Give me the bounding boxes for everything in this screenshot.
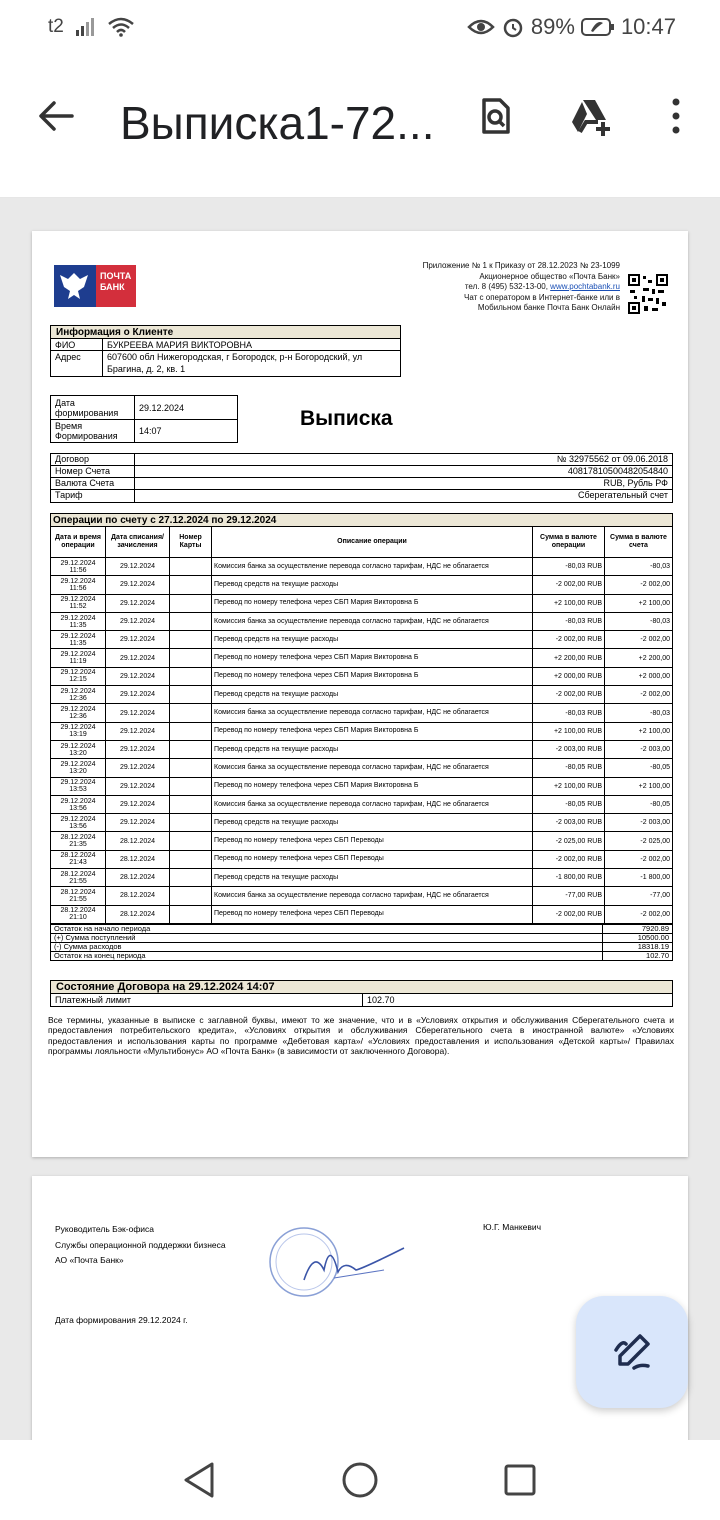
- amount-account-currency: -2 002,00: [605, 576, 673, 594]
- operation-datetime: 29.12.2024 13:20: [51, 740, 106, 758]
- status-bar: [0, 0, 720, 56]
- card-number: [170, 667, 212, 685]
- back-arrow-icon[interactable]: [36, 96, 76, 136]
- operation-datetime: 29.12.2024 13:56: [51, 795, 106, 813]
- account-currency: RUB, Рубль РФ: [603, 478, 668, 488]
- amount-account-currency: -80,05: [605, 759, 673, 777]
- alarm-icon: [501, 15, 525, 39]
- card-number: [170, 814, 212, 832]
- bank-logo-text: ПОЧТА БАНК: [96, 265, 136, 307]
- wifi-icon: [108, 17, 134, 37]
- signer-title: Руководитель Бэк-офиса Службы операционной поддержки бизнеса АО «Почта Банк»: [55, 1224, 226, 1265]
- amount-operation-currency: +2 100,00 RUB: [533, 594, 605, 612]
- table-row: [51, 722, 673, 740]
- operation-datetime: 29.12.2024 11:56: [51, 576, 106, 594]
- operations-body: [51, 558, 673, 924]
- nav-home-icon[interactable]: [340, 1460, 380, 1500]
- signer-name: Ю.Г. Манкевич: [483, 1222, 542, 1232]
- pdf-page-1: ПОЧТА БАНК Приложение № 1 к Приказу от 28.12.2023 № 23-1099 Акционерное общество «Почта Банк» тел. 8 (495) 532-13-00, www.pochtabank.ru Чат с оператором в Интернет-банке или в Мобильном банке Почта Банк Онлайн Информация о Клиенте ФИО БУКРЕЕВА МАРИЯ ВИКТОРОВНА Адрес 607600 обл Нижегородская, г Богородск, р-н Богородский, ул Брагина, д. 2, кв. 1 Дата формирования 29.12.2024 Время Формирования 14:07 Выписка Договор № 32975562 от 09.06.2018 Номер Счета 40817810500482054840 Валюта Счета RUB, Рубль РФ Тариф Сберегательный счет Операции по счету с 27.12.2024 по 29.12.2024 Дата и время операции Дата списания/ зачисления Номер Карты Описание операции Сумма в валюте операции Сумма в валюте счета 29.12.2024 11:56 29.12.2024 Комиссия банка за осуществление перевода согласно тарифам, НДС не облагается -80,03 RUB -80,03 29.12.2024 11:56 29.12.2024 Перевод средств на текущие расходы -2 002,00 RUB -2 002,00 29.12.2024 11:52 29.12.2024 Перевод по номеру телефона через СБП Мария Викторовна Б +2 100,00 RUB +2 100,00 29.12.2024 11:35 29.12.2024 Комиссия банка за осуществление перевода согласно тарифам, НДС не облагается -80,03 RUB -80,03 29.12.2024 11:35 29.12.2024 Перевод средств на текущие расходы -2 002,00 RUB -2 002,00 29.12.2024 11:19 29.12.2024 Перевод по номеру телефона через СБП Мария Викторовна Б +2 200,00 RUB +2 200,00 29.12.2024 12:15 29.12.2024 Перевод по номеру телефона через СБП Мария Викторовна Б +2 000,00 RUB +2 000,00 29.12.2024 12:36 29.12.2024 Перевод средств на текущие расходы -2 002,00 RUB -2 002,00 29.12.2024 12:36 29.12.2024 Комиссия банка за осуществление перевода согласно тарифам, НДС не облагается -80,03 RUB -80,03 29.12.2024 13:19 29.12.2024 Перевод по номеру телефона через СБП Мария Викторовна Б +2 100,00 RUB +2 100,00 29.12.2024 13:20 29.12.2024 Перевод средств на текущие расходы -2 003,00 RUB -2 003,00 29.12.2024 13:20 29.12.2024 Комиссия банка за осуществление перевода согласно тарифам, НДС не облагается -80,05 RUB -80,05 29.12.2024 13:53 29.12.2024 Перевод по номеру телефона через СБП Мария Викторовна Б +2 100,00 RUB +2 100,00 29.12.2024 13:56 29.12.2024 Комиссия банка за осуществление перевода согласно тарифам, НДС не облагается -80,05 RUB -80,05 29.12.2024 13:56 29.12.2024 Перевод средств на текущие расходы -2 003,00 RUB -2 003,00 28.12.2024 21:35 28.12.2024 Перевод по номеру телефона через СБП Переводы -2 025,00 RUB -2 025,00 28.12.2024 21:43 28.12.2024 Перевод по номеру телефона через СБП Переводы -2 002,00 RUB -2 002,00 28.12.2024 21:55 28.12.2024 Перевод средств на текущие расходы -1 800,00 RUB -1 800,00 28.12.2024 21:55 28.12.2024 Комиссия банка за осуществление перевода согласно тарифам, НДС не облагается -77,00 RUB -77,00 28.12.2024 21:10 28.12.2024 Перевод по номеру телефона через СБП Переводы -2 002,00 RUB -2 002,00 Остаток на начало периода 7920.89 (+) Сумма поступлений 10500.00 (-) Сумма расходов 18318.19 Остаток на конец периода 102.70 Состояние Договора на 29.12.2024 14:07 Платежный лимит 102.70 Все термины, указанные в выписке с заглавной буквы, имеют то же значение, что и в «Условиях открытия и обслуживания Сберегательного счета и предоставления потребительского кредита», «Условиях открытия и обслуживания Сберегательного счета в иностранной валюте» «Условиях предоставления и использования карты по программе «Дебетовая карта»/ «Условиях предоставления и использования «Детской карты»/ Правилах программы лояльности «Мультибонус» АО «Почта Банк» (в зависимости от заключенного Договора).: [32, 231, 688, 1157]
- contract-state: Состояние Договора на 29.12.2024 14:07 Платежный лимит 102.70: [50, 980, 673, 1007]
- card-number: [170, 612, 212, 630]
- posting-date: 29.12.2024: [106, 795, 170, 813]
- posting-date: 28.12.2024: [106, 832, 170, 850]
- amount-operation-currency: -2 002,00 RUB: [533, 905, 605, 923]
- posting-date: 29.12.2024: [106, 594, 170, 612]
- signature-stamp: [264, 1220, 414, 1300]
- clock: 10:47: [620, 14, 676, 39]
- amount-operation-currency: +2 100,00 RUB: [533, 777, 605, 795]
- posting-date: 29.12.2024: [106, 814, 170, 832]
- operation-description: Перевод по номеру телефона через СБП Переводы: [212, 905, 533, 923]
- amount-account-currency: -80,03: [605, 704, 673, 722]
- posting-date: 29.12.2024: [106, 704, 170, 722]
- amount-operation-currency: -2 025,00 RUB: [533, 832, 605, 850]
- posting-date: 29.12.2024: [106, 612, 170, 630]
- operation-datetime: 28.12.2024 21:35: [51, 832, 106, 850]
- amount-operation-currency: -80,05 RUB: [533, 759, 605, 777]
- operation-datetime: 28.12.2024 21:43: [51, 850, 106, 868]
- operation-description: Комиссия банка за осуществление перевода согласно тарифам, НДС не облагается: [212, 612, 533, 630]
- amount-operation-currency: -77,00 RUB: [533, 887, 605, 905]
- amount-account-currency: +2 100,00: [605, 722, 673, 740]
- table-row: [51, 612, 673, 630]
- amount-operation-currency: -80,03 RUB: [533, 612, 605, 630]
- amount-account-currency: +2 100,00: [605, 594, 673, 612]
- operation-description: Перевод по номеру телефона через СБП Мария Викторовна Б: [212, 649, 533, 667]
- amount-operation-currency: -2 002,00 RUB: [533, 631, 605, 649]
- amount-operation-currency: -1 800,00 RUB: [533, 869, 605, 887]
- nav-back-icon[interactable]: [180, 1460, 220, 1500]
- table-row: [51, 869, 673, 887]
- card-number: [170, 887, 212, 905]
- amount-operation-currency: -2 003,00 RUB: [533, 814, 605, 832]
- terms-text: Все термины, указанные в выписке с заглавной буквы, имеют то же значение, что и в «Условиях открытия и обслуживания Сберегательного счета и предоставления потребительского кредита», «Условиях открытия и обслуживания Сберегательного счета в иностранной валюте» «Условиях предоставления и использования карты по программе «Дебетовая карта»/ «Условиях предоставления и использования «Детской карты»/ Правилах программы лояльности «Мультибонус» АО «Почта Банк» (в зависимости от заключенного Договора).: [48, 1015, 674, 1057]
- annotate-button[interactable]: [576, 1296, 688, 1408]
- operation-description: Перевод по номеру телефона через СБП Мария Викторовна Б: [212, 777, 533, 795]
- posting-date: 28.12.2024: [106, 850, 170, 868]
- card-number: [170, 704, 212, 722]
- amount-operation-currency: +2 100,00 RUB: [533, 722, 605, 740]
- table-row: [51, 667, 673, 685]
- amount-account-currency: -80,03: [605, 558, 673, 576]
- summary-row: Остаток на конец периода 102.70: [51, 952, 673, 961]
- summary-row: (-) Сумма расходов 18318.19: [51, 943, 673, 952]
- app-bar: [0, 56, 720, 198]
- posting-date: 29.12.2024: [106, 759, 170, 777]
- operation-description: Перевод средств на текущие расходы: [212, 869, 533, 887]
- table-row: [51, 777, 673, 795]
- amount-operation-currency: -80,05 RUB: [533, 795, 605, 813]
- operation-datetime: 29.12.2024 11:52: [51, 594, 106, 612]
- card-number: [170, 631, 212, 649]
- operation-description: Перевод по номеру телефона через СБП Мария Викторовна Б: [212, 722, 533, 740]
- operation-description: Перевод средств на текущие расходы: [212, 740, 533, 758]
- table-row: [51, 631, 673, 649]
- operation-datetime: 29.12.2024 12:36: [51, 686, 106, 704]
- document-title: Выписка1-72...: [120, 97, 435, 149]
- carrier-label: t2: [48, 16, 64, 37]
- battery-percent: 89%: [530, 14, 575, 39]
- amount-account-currency: -2 002,00: [605, 686, 673, 704]
- operation-description: Комиссия банка за осуществление перевода согласно тарифам, НДС не облагается: [212, 704, 533, 722]
- summary-row: Остаток на начало периода 7920.89: [51, 925, 673, 934]
- card-number: [170, 722, 212, 740]
- operation-datetime: 29.12.2024 11:35: [51, 631, 106, 649]
- amount-account-currency: -2 002,00: [605, 905, 673, 923]
- amount-operation-currency: -2 002,00 RUB: [533, 686, 605, 704]
- operation-description: Перевод средств на текущие расходы: [212, 576, 533, 594]
- card-number: [170, 649, 212, 667]
- pdf-viewer[interactable]: [0, 198, 720, 1440]
- operation-datetime: 29.12.2024 13:20: [51, 759, 106, 777]
- qr-code: [628, 274, 668, 314]
- more-options-icon[interactable]: [656, 96, 696, 136]
- operation-description: Перевод по номеру телефона через СБП Мария Викторовна Б: [212, 667, 533, 685]
- operation-datetime: 28.12.2024 21:55: [51, 887, 106, 905]
- table-row: [51, 759, 673, 777]
- operation-datetime: 29.12.2024 11:35: [51, 612, 106, 630]
- amount-operation-currency: -80,03 RUB: [533, 558, 605, 576]
- operation-description: Перевод средств на текущие расходы: [212, 631, 533, 649]
- posting-date: 29.12.2024: [106, 686, 170, 704]
- table-row: [51, 704, 673, 722]
- account-number: 40817810500482054840: [567, 466, 668, 476]
- posting-date: 29.12.2024: [106, 576, 170, 594]
- drive-add-icon[interactable]: [570, 96, 610, 136]
- amount-account-currency: -2 003,00: [605, 814, 673, 832]
- contract-number: № 32975562 от 09.06.2018: [556, 454, 668, 464]
- table-row: [51, 594, 673, 612]
- amount-account-currency: -2 002,00: [605, 850, 673, 868]
- amount-operation-currency: -80,03 RUB: [533, 704, 605, 722]
- posting-date: 29.12.2024: [106, 740, 170, 758]
- amount-operation-currency: +2 200,00 RUB: [533, 649, 605, 667]
- posting-date: 29.12.2024: [106, 777, 170, 795]
- statement-title: Выписка: [300, 407, 393, 430]
- amount-account-currency: -80,03: [605, 612, 673, 630]
- amount-account-currency: +2 000,00: [605, 667, 673, 685]
- summary-row: (+) Сумма поступлений 10500.00: [51, 934, 673, 943]
- contract-info: Договор № 32975562 от 09.06.2018 Номер Счета 40817810500482054840 Валюта Счета RUB, Рубль РФ Тариф Сберегательный счет: [50, 453, 673, 503]
- card-number: [170, 869, 212, 887]
- signal-icon: [74, 17, 98, 37]
- formed-time: 14:07: [139, 426, 162, 436]
- eye-icon: [467, 17, 495, 37]
- payment-limit: 102.70: [367, 995, 395, 1005]
- client-name: БУКРЕЕВА МАРИЯ ВИКТОРОВНА: [107, 340, 252, 350]
- posting-date: 29.12.2024: [106, 649, 170, 667]
- formation-date: Дата формирования 29.12.2024 г.: [55, 1315, 188, 1325]
- card-number: [170, 777, 212, 795]
- amount-account-currency: -1 800,00: [605, 869, 673, 887]
- posting-date: 29.12.2024: [106, 722, 170, 740]
- posting-date: 29.12.2024: [106, 558, 170, 576]
- operation-datetime: 29.12.2024 12:36: [51, 704, 106, 722]
- operation-datetime: 29.12.2024 11:19: [51, 649, 106, 667]
- posting-date: 29.12.2024: [106, 631, 170, 649]
- amount-account-currency: -80,05: [605, 795, 673, 813]
- formed-datetime: Дата формирования 29.12.2024 Время Формирования 14:07: [50, 395, 238, 443]
- card-number: [170, 759, 212, 777]
- card-number: [170, 850, 212, 868]
- posting-date: 28.12.2024: [106, 905, 170, 923]
- operation-description: Перевод средств на текущие расходы: [212, 814, 533, 832]
- card-number: [170, 740, 212, 758]
- posting-date: 28.12.2024: [106, 887, 170, 905]
- table-row: [51, 740, 673, 758]
- operation-description: Перевод по номеру телефона через СБП Мария Викторовна Б: [212, 594, 533, 612]
- posting-date: 29.12.2024: [106, 667, 170, 685]
- client-address: 607600 обл Нижегородская, г Богородск, р-н Богородский, ул Брагина, д. 2, кв. 1: [107, 352, 363, 374]
- operation-description: Комиссия банка за осуществление перевода согласно тарифам, НДС не облагается: [212, 887, 533, 905]
- card-number: [170, 686, 212, 704]
- tariff: Сберегательный счет: [577, 490, 668, 500]
- operation-description: Комиссия банка за осуществление перевода согласно тарифам, НДС не облагается: [212, 558, 533, 576]
- amount-account-currency: +2 100,00: [605, 777, 673, 795]
- eagle-icon: [54, 265, 94, 307]
- card-number: [170, 832, 212, 850]
- table-row: [51, 832, 673, 850]
- operation-datetime: 29.12.2024 13:19: [51, 722, 106, 740]
- table-row: [51, 795, 673, 813]
- amount-operation-currency: -2 002,00 RUB: [533, 576, 605, 594]
- amount-account-currency: -77,00: [605, 887, 673, 905]
- period-summary: [50, 924, 673, 961]
- table-header: Дата и время операции Дата списания/ зачисления Номер Карты Описание операции Сумма в валюте операции Сумма в валюте счета: [51, 527, 673, 558]
- card-number: [170, 795, 212, 813]
- amount-operation-currency: +2 000,00 RUB: [533, 667, 605, 685]
- card-number: [170, 594, 212, 612]
- table-row: [51, 905, 673, 923]
- table-row: [51, 887, 673, 905]
- operation-description: Перевод по номеру телефона через СБП Переводы: [212, 850, 533, 868]
- table-row: [51, 558, 673, 576]
- battery-icon: [581, 17, 615, 37]
- operation-description: Перевод средств на текущие расходы: [212, 686, 533, 704]
- amount-account-currency: -2 025,00: [605, 832, 673, 850]
- amount-account-currency: -2 003,00: [605, 740, 673, 758]
- card-number: [170, 576, 212, 594]
- operation-datetime: 29.12.2024 13:53: [51, 777, 106, 795]
- posting-date: 28.12.2024: [106, 869, 170, 887]
- operation-description: Перевод по номеру телефона через СБП Переводы: [212, 832, 533, 850]
- client-info: Информация о Клиенте ФИО БУКРЕЕВА МАРИЯ ВИКТОРОВНА Адрес 607600 обл Нижегородская, г Богородск, р-н Богородский, ул Брагина, д. 2, кв. 1: [50, 325, 401, 377]
- table-row: [51, 814, 673, 832]
- card-number: [170, 558, 212, 576]
- card-number: [170, 905, 212, 923]
- system-nav-bar: [0, 1440, 720, 1520]
- operation-datetime: 28.12.2024 21:55: [51, 869, 106, 887]
- operation-description: Комиссия банка за осуществление перевода согласно тарифам, НДС не облагается: [212, 795, 533, 813]
- operations-title: Операции по счету с 27.12.2024 по 29.12.2024: [51, 514, 673, 527]
- formed-date: 29.12.2024: [139, 402, 185, 413]
- bank-logo: [54, 265, 136, 307]
- amount-account-currency: -2 002,00: [605, 631, 673, 649]
- table-row: [51, 850, 673, 868]
- nav-recents-icon[interactable]: [500, 1460, 540, 1500]
- table-row: [51, 686, 673, 704]
- search-document-icon[interactable]: [476, 96, 516, 136]
- operation-datetime: 29.12.2024 13:56: [51, 814, 106, 832]
- amount-operation-currency: -2 003,00 RUB: [533, 740, 605, 758]
- table-row: [51, 576, 673, 594]
- amount-account-currency: +2 200,00: [605, 649, 673, 667]
- operation-datetime: 29.12.2024 11:56: [51, 558, 106, 576]
- operation-datetime: 29.12.2024 12:15: [51, 667, 106, 685]
- edit-pen-icon: [610, 1330, 654, 1374]
- table-row: [51, 649, 673, 667]
- bank-website-link[interactable]: www.pochtabank.ru: [550, 282, 620, 291]
- operations-table: [50, 513, 673, 924]
- amount-operation-currency: -2 002,00 RUB: [533, 850, 605, 868]
- operation-datetime: 28.12.2024 21:10: [51, 905, 106, 923]
- operation-description: Комиссия банка за осуществление перевода согласно тарифам, НДС не облагается: [212, 759, 533, 777]
